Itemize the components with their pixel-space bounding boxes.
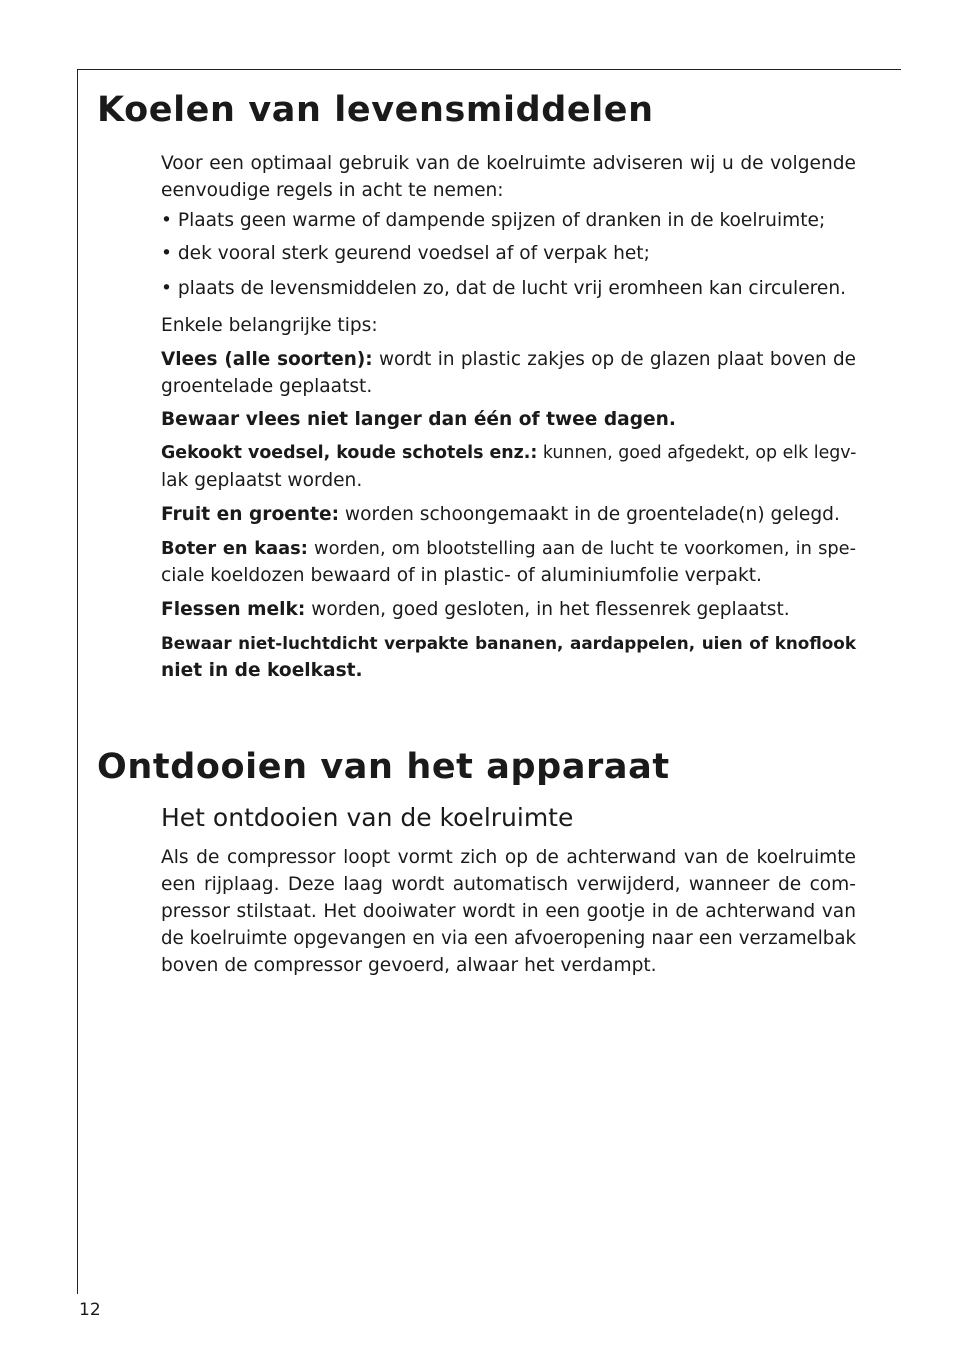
intro-paragraph (161, 150, 856, 204)
tip-label: Gekookt voedsel, koude schotels enz.: (161, 443, 538, 463)
meat-warning (161, 406, 856, 433)
subheading-koelruimte: Het ontdooien van de koelruimte (161, 803, 574, 832)
bullet-text: • plaats de levensmiddelen zo, dat de lucht vrij eromheen kan circuleren. (161, 278, 847, 299)
tip-label: Boter en kaas: (161, 538, 308, 559)
tip-line: ciale koeldozen bewaard of in plastic- of aluminiumfolie verpakt. (161, 565, 762, 586)
body-line: pressor stilstaat. Het dooiwater wordt in een gootje in de achterwand van (161, 901, 856, 922)
tip-text: worden schoongemaakt in de groentelade(n) gelegd. (339, 504, 840, 525)
tips-intro (161, 312, 856, 339)
warning-text: Bewaar vlees niet langer dan één of twee dagen. (161, 409, 676, 430)
tip-line (161, 596, 856, 623)
tip-line: lak geplaatst worden. (161, 470, 363, 491)
tip-text: worden, om blootstelling aan de lucht te voorkomen, in spe- (307, 538, 856, 559)
top-rule (77, 69, 901, 70)
intro-line: eenvoudige regels in acht te nemen: (161, 180, 504, 201)
tip-text: wordt in plastic zakjes op de glazen plaat boven de (372, 349, 856, 370)
tip-label: Fruit en groente: (161, 504, 340, 525)
page-number: 12 (79, 1300, 101, 1320)
bullet-item (161, 240, 856, 267)
intro-line: Voor een optimaal gebruik van de koelruimte adviseren wij u de volgende (161, 153, 856, 174)
warning-line: Bewaar niet-luchtdicht verpakte bananen, aardappelen, uien of knoflook (161, 633, 856, 653)
tip-butter (161, 535, 856, 589)
body-line: boven de compressor gevoerd, alwaar het verdampt. (161, 955, 657, 976)
bullet-item (161, 275, 856, 302)
tip-line (161, 535, 856, 562)
tip-text: kunnen, goed afgedekt, op elk legv- (537, 443, 857, 463)
body-line: een rijplaag. Deze laag wordt automatisch verwijderd, wanneer de com- (161, 874, 856, 895)
tip-fruit (161, 501, 856, 528)
warning-line: niet in de koelkast. (161, 660, 363, 681)
left-margin-rule (77, 69, 78, 1294)
tip-label: Flessen melk: (161, 599, 306, 620)
tip-meat (161, 346, 856, 400)
bullet-text: • dek vooral sterk geurend voedsel af of verpak het; (161, 243, 650, 264)
tip-line (161, 501, 856, 528)
tip-label: Vlees (alle soorten): (161, 349, 373, 370)
tip-text: worden, goed gesloten, in het flessenrek geplaatst. (305, 599, 790, 620)
tip-cooked (161, 440, 856, 494)
tips-intro-text: Enkele belangrijke tips: (161, 315, 378, 336)
section-heading-ontdooien: Ontdooien van het apparaat (97, 747, 670, 787)
tip-line: groentelade geplaatst. (161, 376, 373, 397)
tip-line (161, 440, 856, 467)
body-line: de koelruimte opgevangen en via een afvoeropening naar een verzamelbak (161, 928, 856, 949)
tip-line (161, 346, 856, 373)
defrost-paragraph (161, 844, 856, 979)
storage-warning (161, 630, 856, 684)
body-line: Als de compressor loopt vormt zich op de achterwand van de koelruimte (161, 847, 856, 868)
bullet-text: • Plaats geen warme of dampende spijzen of dranken in de koelruimte; (161, 210, 826, 231)
bullet-item (161, 207, 861, 234)
tip-milk (161, 596, 856, 623)
section-heading-koelen: Koelen van levensmiddelen (97, 90, 654, 130)
